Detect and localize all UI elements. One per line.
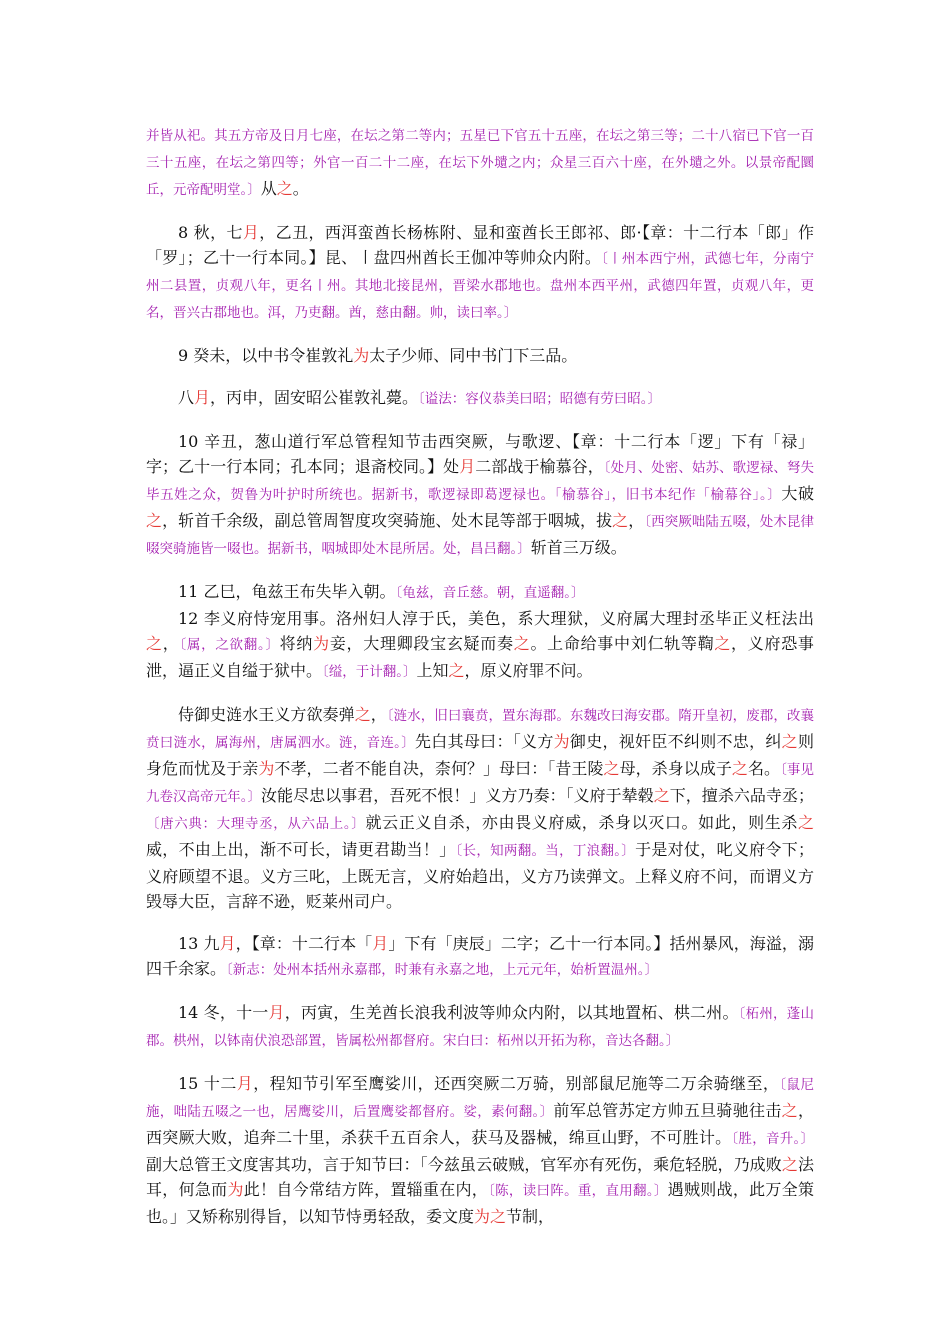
highlighted-char: 月 xyxy=(236,1074,254,1093)
highlighted-char: 为 xyxy=(553,732,570,751)
paragraph-p6 xyxy=(146,606,814,685)
highlighted-char: 为 xyxy=(353,346,370,365)
main-text: 遇贼则战，此万全策也。」又矫称别得旨，以知节恃勇轻敌，委文度 xyxy=(146,1180,814,1226)
main-text: 法耳，何急而 xyxy=(146,1155,814,1199)
main-text: ， xyxy=(628,511,645,530)
highlighted-char: 月 xyxy=(219,934,236,953)
main-text: 上知 xyxy=(416,661,449,680)
main-text: 二部战于榆慕谷， xyxy=(475,457,604,476)
highlighted-char: 之 xyxy=(513,634,531,653)
main-text: 母，杀身以成子 xyxy=(619,759,732,778)
main-text: 。 xyxy=(292,179,309,198)
main-text: 15 十二 xyxy=(178,1074,237,1093)
main-text: 威，不由上出，渐不可长，请更君勘当！」 xyxy=(146,840,456,859)
annotation-note: 〔事见九卷汉高帝元年。〕 xyxy=(146,762,814,805)
highlighted-char: 之 xyxy=(781,732,798,751)
main-text: 9 癸未，以中书令崔敦礼 xyxy=(178,346,354,365)
annotation-note: 〔龟兹，音丘慈。朝，直遥翻。〕 xyxy=(395,585,585,601)
main-text: 将纳 xyxy=(279,634,314,653)
main-text: 不孝，二者不能自决，柰何？」母曰：「昔王陵 xyxy=(274,759,604,778)
highlighted-char: 之 xyxy=(354,705,371,724)
highlighted-char: 之 xyxy=(612,511,629,530)
main-text: 前军总管苏定方帅五旦骑驰往击 xyxy=(553,1101,782,1120)
main-text: 节制， xyxy=(506,1207,555,1226)
highlighted-char: 为 xyxy=(313,634,330,653)
paragraph-p8 xyxy=(146,931,814,983)
main-text: 14 冬，十一 xyxy=(178,1003,269,1022)
main-text: ，乙丑，西洱蛮酋长杨栋附、显和蛮酋长王郎祁、郎·【章：十二行本「郎」作「罗」；乙十一行本同。】昆、〡盘四州酋长王伽冲等帅众内附。 xyxy=(146,223,814,267)
annotation-note: 〔缢，于计翻。〕 xyxy=(322,664,417,680)
paragraph-p4 xyxy=(146,429,814,562)
main-text: ，丙寅，生羌酋长浪我利波等帅众内附，以其地置柘、栱二州。 xyxy=(284,1003,739,1022)
annotation-note: 〔唐六典：大理寺丞，从六品上。〕 xyxy=(146,816,366,832)
annotation-note: 〔谥法：容仪恭美曰昭；昭德有劳曰昭。〕 xyxy=(418,391,662,407)
highlighted-char: 之 xyxy=(603,759,620,778)
highlighted-char: 之 xyxy=(276,179,293,198)
main-text: 于是对仗，叱义府令下；义府顾望不退。义方三叱，上既无言，义府始趋出，义方乃读弹文。上释义府不问，而谓义方毁辱大臣，言辞不逊，贬莱州司户。 xyxy=(146,840,814,911)
annotation-note: 〔西突厥咄陆五啜，处木昆律啜突骑施皆一啜也。据新书，咽城即处木昆所居。处，昌吕翻。〕 xyxy=(146,514,814,557)
main-text: ， xyxy=(370,705,387,724)
highlighted-char: 为 xyxy=(474,1207,491,1226)
main-text: 八 xyxy=(178,388,195,407)
main-text: 10 辛丑，葱山道行军总管程知节击西突厥，与歌逻、【章：十二行本「逻」下有「禄」字；乙十一行本同；孔本同；退斋校同。】处 xyxy=(146,432,814,476)
main-text: 此！自今常结方阵，置辎重在内， xyxy=(243,1180,489,1199)
main-text: 先白其母曰：「义方 xyxy=(415,732,554,751)
main-text: 12 李义府恃宠用事。洛州妇人淳于氏，美色，系大理狱，义府属大理封丞毕正义枉法出 xyxy=(178,609,814,628)
annotation-note: 〔柘州，蓬山郡。栱州，以钵南伏浪恐部置，皆属松州都督府。宋白曰：柘州以开拓为称，音达各翻。〕 xyxy=(146,1006,814,1049)
main-text: 8 秋，七 xyxy=(178,223,243,242)
annotation-note: 并皆从祀。其五方帝及日月七座，在坛之第二等内；五星已下官五十五座，在坛之第三等；二十八宿已下官一百三十五座，在坛之第四等；外官一百二十二座，在坛下外壝之内；众星三百六十座，在外壝之外。以景帝配圜丘，元帝配明堂。〕 xyxy=(146,128,814,198)
highlighted-char: 月 xyxy=(194,388,211,407)
highlighted-char: 之 xyxy=(146,511,163,530)
annotation-note: 〔属，之欲翻。〕 xyxy=(179,637,280,653)
main-text: 斩首三万级。 xyxy=(530,538,627,557)
main-text: 大破 xyxy=(781,484,814,503)
paragraph-p10 xyxy=(146,1071,814,1229)
paragraph-p1 xyxy=(146,220,814,326)
paragraph-p9 xyxy=(146,1000,814,1054)
main-text: 太子少师、同中书门下三品。 xyxy=(369,346,578,365)
paragraph-p0 xyxy=(146,122,814,203)
annotation-note: 〔鼠尼施，咄陆五啜之一也，居鹰娑川，后置鹰娑都督府。娑，素何翻。〕 xyxy=(146,1077,814,1120)
main-text: ，斩首千余级，副总管周智度攻突骑施、处木昆等部于咽城，拔 xyxy=(162,511,613,530)
paragraph-p5 xyxy=(146,579,814,606)
main-text: 妾，大理卿段宝玄疑而奏 xyxy=(329,634,514,653)
highlighted-char: 月 xyxy=(242,223,260,242)
main-text: 汝能尽忠以事君，吾死不恨！」义方乃奏：「义府于辇毂 xyxy=(261,786,654,805)
main-text: 御史，视奸臣不纠则不忠，纠 xyxy=(569,732,782,751)
main-text: ，丙申，固安昭公崔敦礼薨。 xyxy=(210,388,419,407)
highlighted-char: 之 xyxy=(490,1207,507,1226)
highlighted-char: 之 xyxy=(731,759,748,778)
main-text: 」下有「庚辰」二字；乙十一行本同。】括州暴风，海溢，溺四千余家。 xyxy=(146,934,814,978)
highlighted-char: 之 xyxy=(781,1155,798,1174)
highlighted-char: 之 xyxy=(653,786,670,805)
main-text: 11 乙巳，龟兹王布失毕入朝。 xyxy=(178,582,396,601)
main-text: 则身危而忧及于亲 xyxy=(146,732,814,778)
main-text: ，西突厥大败，追奔二十里，杀获千五百余人，获马及器械，绵亘山野，不可胜计。 xyxy=(146,1101,814,1147)
main-text: 副大总管王文度害其功，言于知节曰：「今兹虽云破贼，官军亦有死伤，乘危轻脱，乃成败 xyxy=(146,1155,782,1174)
annotation-note: 〔处月、处密、姑苏、歌逻禄、弩失毕五姓之众，贺鲁为叶护时所统也。据新书，歌逻禄即葛逻禄也。「榆慕谷」，旧书本纪作「榆幕谷」。〕 xyxy=(146,460,814,503)
main-text: 。上命给事中刘仁轨等鞫 xyxy=(530,634,715,653)
main-text: 名。 xyxy=(747,759,781,778)
paragraph-p7 xyxy=(146,702,814,914)
annotation-note: 〔陈，读曰阵。重，直用翻。〕 xyxy=(488,1183,668,1199)
highlighted-char: 之 xyxy=(146,634,163,653)
highlighted-char: 之 xyxy=(781,1101,798,1120)
highlighted-char: 之 xyxy=(714,634,732,653)
annotation-note: 〔〡州本西宁州，武德七年，分南宁州二县置，贞观八年，更名〡州。其地北接昆州，晋梁水郡地也。盘州本西平州，武德四年置，贞观八年，更名，晋兴古郡地也。洱，乃吏翻。酋，慈由翻。帅，读曰率。〕 xyxy=(146,251,814,321)
main-text: 侍御史涟水王义方欲奏弹 xyxy=(178,705,355,724)
highlighted-char: 之 xyxy=(448,661,465,680)
annotation-note: 〔长，知两翻。当，丁浪翻。〕 xyxy=(455,843,636,859)
main-text: 下，擅杀六品寺丞； xyxy=(669,786,814,805)
main-text: ， xyxy=(162,634,180,653)
annotation-note: 〔新志：处州本括州永嘉郡，时兼有永嘉之地，上元元年，始析置温州。〕 xyxy=(226,962,659,978)
highlighted-char: 为 xyxy=(258,759,275,778)
highlighted-char: 为 xyxy=(227,1180,244,1199)
highlighted-char: 之 xyxy=(797,813,814,832)
annotation-note: 〔涟水，旧曰襄贲，置东海郡。东魏改曰海安郡。隋开皇初，废郡，改襄贲曰涟水，属海州，唐属泗水。涟，音连。〕 xyxy=(146,708,814,751)
highlighted-char: 月 xyxy=(372,934,389,953)
paragraph-p3 xyxy=(146,385,814,412)
highlighted-char: 月 xyxy=(459,457,476,476)
main-text: ，原义府罪不问。 xyxy=(464,661,593,680)
main-text: ，【章：十二行本「 xyxy=(235,934,373,953)
main-text: 就云正义自杀，亦由畏义府威，杀身以灭口。如此，则生杀 xyxy=(365,813,798,832)
highlighted-char: 月 xyxy=(268,1003,285,1022)
main-text: ，义府恐事泄，逼正义自缢于狱中。 xyxy=(146,634,814,680)
main-text: ，程知节引军至鹰娑川，还西突厥二万骑，别部鼠尼施等二万余骑继至， xyxy=(253,1074,780,1093)
annotation-note: 〔胜，音升。〕 xyxy=(731,1131,814,1147)
main-text: 从 xyxy=(260,179,277,198)
paragraph-p2 xyxy=(146,343,814,368)
main-text: 13 九 xyxy=(178,934,220,953)
